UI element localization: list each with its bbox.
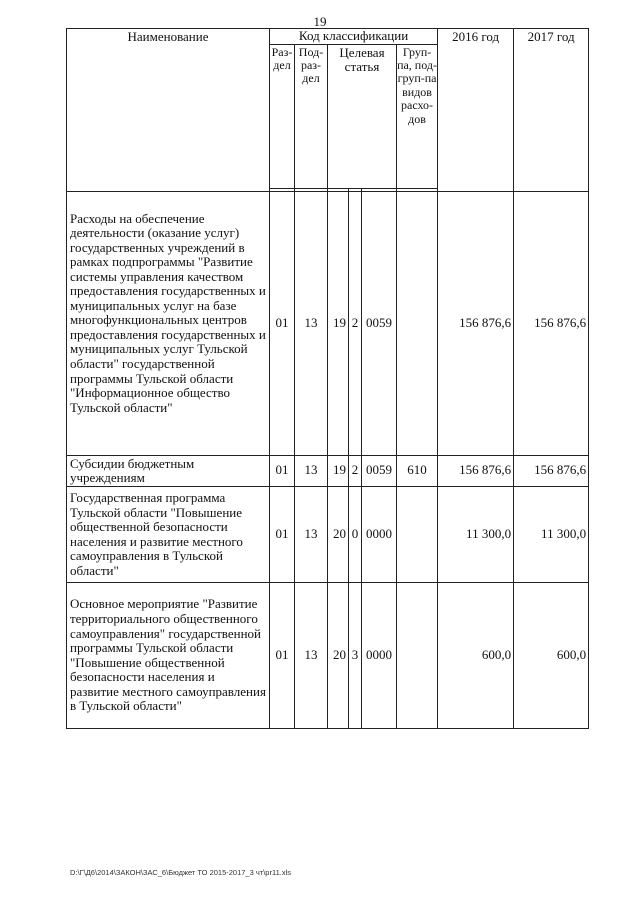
row-target-3: 0000 — [362, 486, 397, 582]
row-2017: 11 300,0 — [514, 486, 589, 582]
header-row-1 — [67, 29, 589, 45]
row-section: 01 — [270, 582, 295, 728]
table-row — [67, 191, 589, 455]
table-row — [67, 582, 589, 728]
row-name: Расходы на обеспечение деятельности (оказание услуг) государственных учреждений в рамках подпрограммы "Развитие системы управления качеством предоставления государственных и муниципальных услуг на базе многофункциональных центров предоставления государственных и муниципальных услуг Тульской области" государственной программы Тульской области "Информационное общество Тульской области" — [67, 191, 270, 455]
row-name: Субсидии бюджетным учреждениям — [67, 455, 270, 486]
header-subsection: Под-раз-дел — [295, 44, 328, 188]
row-2016: 11 300,0 — [438, 486, 514, 582]
row-2017: 156 876,6 — [514, 455, 589, 486]
header-2016: 2016 год — [438, 29, 514, 192]
row-target-1: 19 — [328, 191, 349, 455]
row-target-2: 0 — [349, 486, 362, 582]
row-target-3: 0059 — [362, 191, 397, 455]
row-name: Основное мероприятие "Развитие территориального общественного самоуправления" государственной программы Тульской области "Повышение общественной безопасности населения и развитие местного самоуправления в Тульской области" — [67, 582, 270, 728]
row-target-1: 20 — [328, 582, 349, 728]
table-row — [67, 455, 589, 486]
page-number: 19 — [313, 14, 327, 29]
row-target-3: 0000 — [362, 582, 397, 728]
row-expense-group — [397, 486, 438, 582]
row-2016: 156 876,6 — [438, 191, 514, 455]
row-2017: 156 876,6 — [514, 191, 589, 455]
row-target-1: 19 — [328, 455, 349, 486]
row-expense-group — [397, 191, 438, 455]
header-classification: Код классификации — [270, 29, 438, 45]
header-section: Раз-дел — [270, 44, 295, 188]
row-target-1: 20 — [328, 486, 349, 582]
row-section: 01 — [270, 191, 295, 455]
header-2017: 2017 год — [514, 29, 589, 192]
row-subsection: 13 — [295, 455, 328, 486]
row-expense-group: 610 — [397, 455, 438, 486]
row-target-2: 2 — [349, 191, 362, 455]
row-target-2: 2 — [349, 455, 362, 486]
row-target-3: 0059 — [362, 455, 397, 486]
row-subsection: 13 — [295, 486, 328, 582]
row-2016: 600,0 — [438, 582, 514, 728]
row-2016: 156 876,6 — [438, 455, 514, 486]
row-section: 01 — [270, 486, 295, 582]
row-subsection: 13 — [295, 582, 328, 728]
file-path: D:\Г\Д6\2014\ЗАКОН\ЗАС_6\Бюджет ТО 2015-2017_3 чт\pr11.xls — [70, 868, 291, 877]
row-target-2: 3 — [349, 582, 362, 728]
row-section: 01 — [270, 455, 295, 486]
table-row — [67, 486, 589, 582]
row-2017: 600,0 — [514, 582, 589, 728]
row-name: Государственная программа Тульской области "Повышение общественной безопасности населения и развитие местного самоуправления в Тульской области" — [67, 486, 270, 582]
header-target-article: Целевая статья — [328, 44, 397, 188]
header-name: Наименование — [67, 29, 270, 192]
header-expense-group: Груп-па, под-груп-па видов расхо-дов — [397, 44, 438, 188]
row-subsection: 13 — [295, 191, 328, 455]
budget-table — [66, 28, 589, 729]
row-expense-group — [397, 582, 438, 728]
